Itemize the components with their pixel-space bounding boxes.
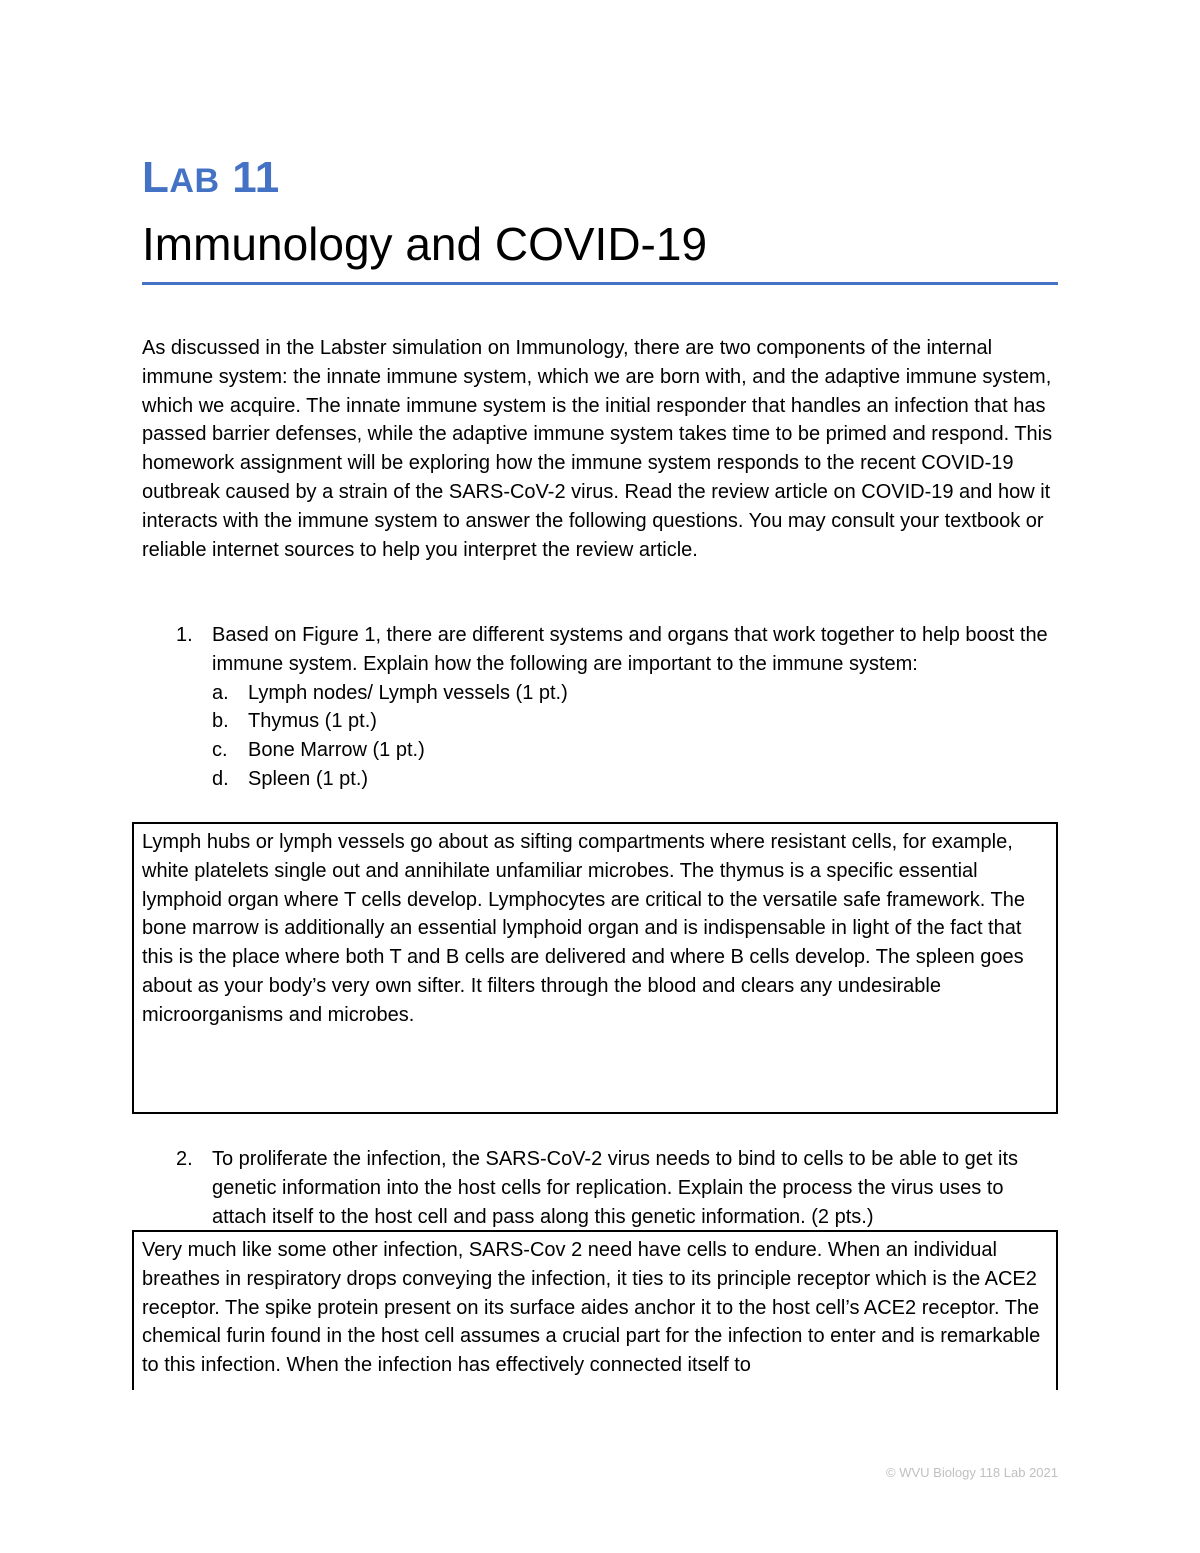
title-underline: [142, 282, 1058, 285]
lab-label: [142, 150, 280, 209]
subitem-d-text: Spleen (1 pt.): [248, 767, 369, 790]
question-1-subitems: [212, 679, 1056, 794]
question-2: [176, 1145, 1056, 1231]
question-1-text: Based on Figure 1, there are different systems and organs that work together to help boost the immune system. Explain how the following are important to the immune system:: [212, 624, 1048, 675]
footer-copyright: © WVU Biology 118 Lab 2021: [886, 1465, 1058, 1480]
question-1-number: 1.: [176, 624, 193, 646]
subitem-d: [212, 765, 1056, 794]
lab-prefix-initial: L: [142, 153, 170, 202]
lab-prefix-rest: AB: [169, 162, 220, 200]
question-1-body: [212, 621, 1056, 794]
subitem-d-letter: d.: [212, 767, 229, 790]
subitem-c-letter: c.: [212, 739, 228, 762]
subitem-b-letter: b.: [212, 710, 229, 733]
subitem-a-text: Lymph nodes/ Lymph vessels (1 pt.): [248, 681, 568, 704]
answer-box-1: Lymph hubs or lymph vessels go about as sifting compartments where resistant cells, for example, white platelets single out and annihilate unfamiliar microbes. The thymus is a specific essential lymphoid organ where T cells develop. Lymphocytes are critical to the versatile safe framework. The bone marrow is additionally an essential lymphoid organ and is indispensable in light of the fact that this is the place where both T and B cells are delivered and where B cells develop. The spleen goes about as your body’s very own sifter. It filters through the blood and clears any undesirable microorganisms and microbes.: [132, 822, 1058, 1114]
subitem-a: [212, 679, 1056, 708]
lab-number: 11: [232, 153, 280, 202]
document-title: Immunology and COVID-19: [142, 218, 708, 270]
question-2-number: 2.: [176, 1148, 193, 1170]
subitem-c: [212, 736, 1056, 765]
answer-box-2: Very much like some other infection, SARS-Cov 2 need have cells to endure. When an individual breathes in respiratory drops conveying the infection, it ties to its principle receptor which is the ACE2 receptor. The spike protein present on its surface aides anchor it to the host cell’s ACE2 receptor. The chemical furin found in the host cell assumes a crucial part for the infection to enter and is remarkable to this infection. When the infection has effectively connected itself to: [132, 1230, 1058, 1390]
question-2-text: To proliferate the infection, the SARS-CoV-2 virus needs to bind to cells to be able to get its genetic information into the host cells for replication. Explain the process the virus uses to attach itself to the host cell and pass along this genetic information. (2 pts.): [212, 1148, 1019, 1228]
subitem-b: [212, 707, 1056, 736]
intro-paragraph: As discussed in the Labster simulation on Immunology, there are two components of the internal immune system: the innate immune system, which we are born with, and the adaptive immune system, which we acquire. The innate immune system is the initial responder that handles an infection that has passed barrier defenses, while the adaptive immune system takes time to be primed and respond. This homework assignment will be exploring how the immune system responds to the recent COVID-19 outbreak caused by a strain of the SARS-CoV-2 virus. Read the review article on COVID-19 and how it interacts with the immune system to answer the following questions. You may consult your textbook or reliable internet sources to help you interpret the review article.: [142, 337, 1053, 561]
subitem-b-text: Thymus (1 pt.): [248, 710, 377, 733]
question-1: [176, 621, 1056, 794]
subitem-c-text: Bone Marrow (1 pt.): [248, 739, 425, 762]
subitem-a-letter: a.: [212, 681, 229, 704]
